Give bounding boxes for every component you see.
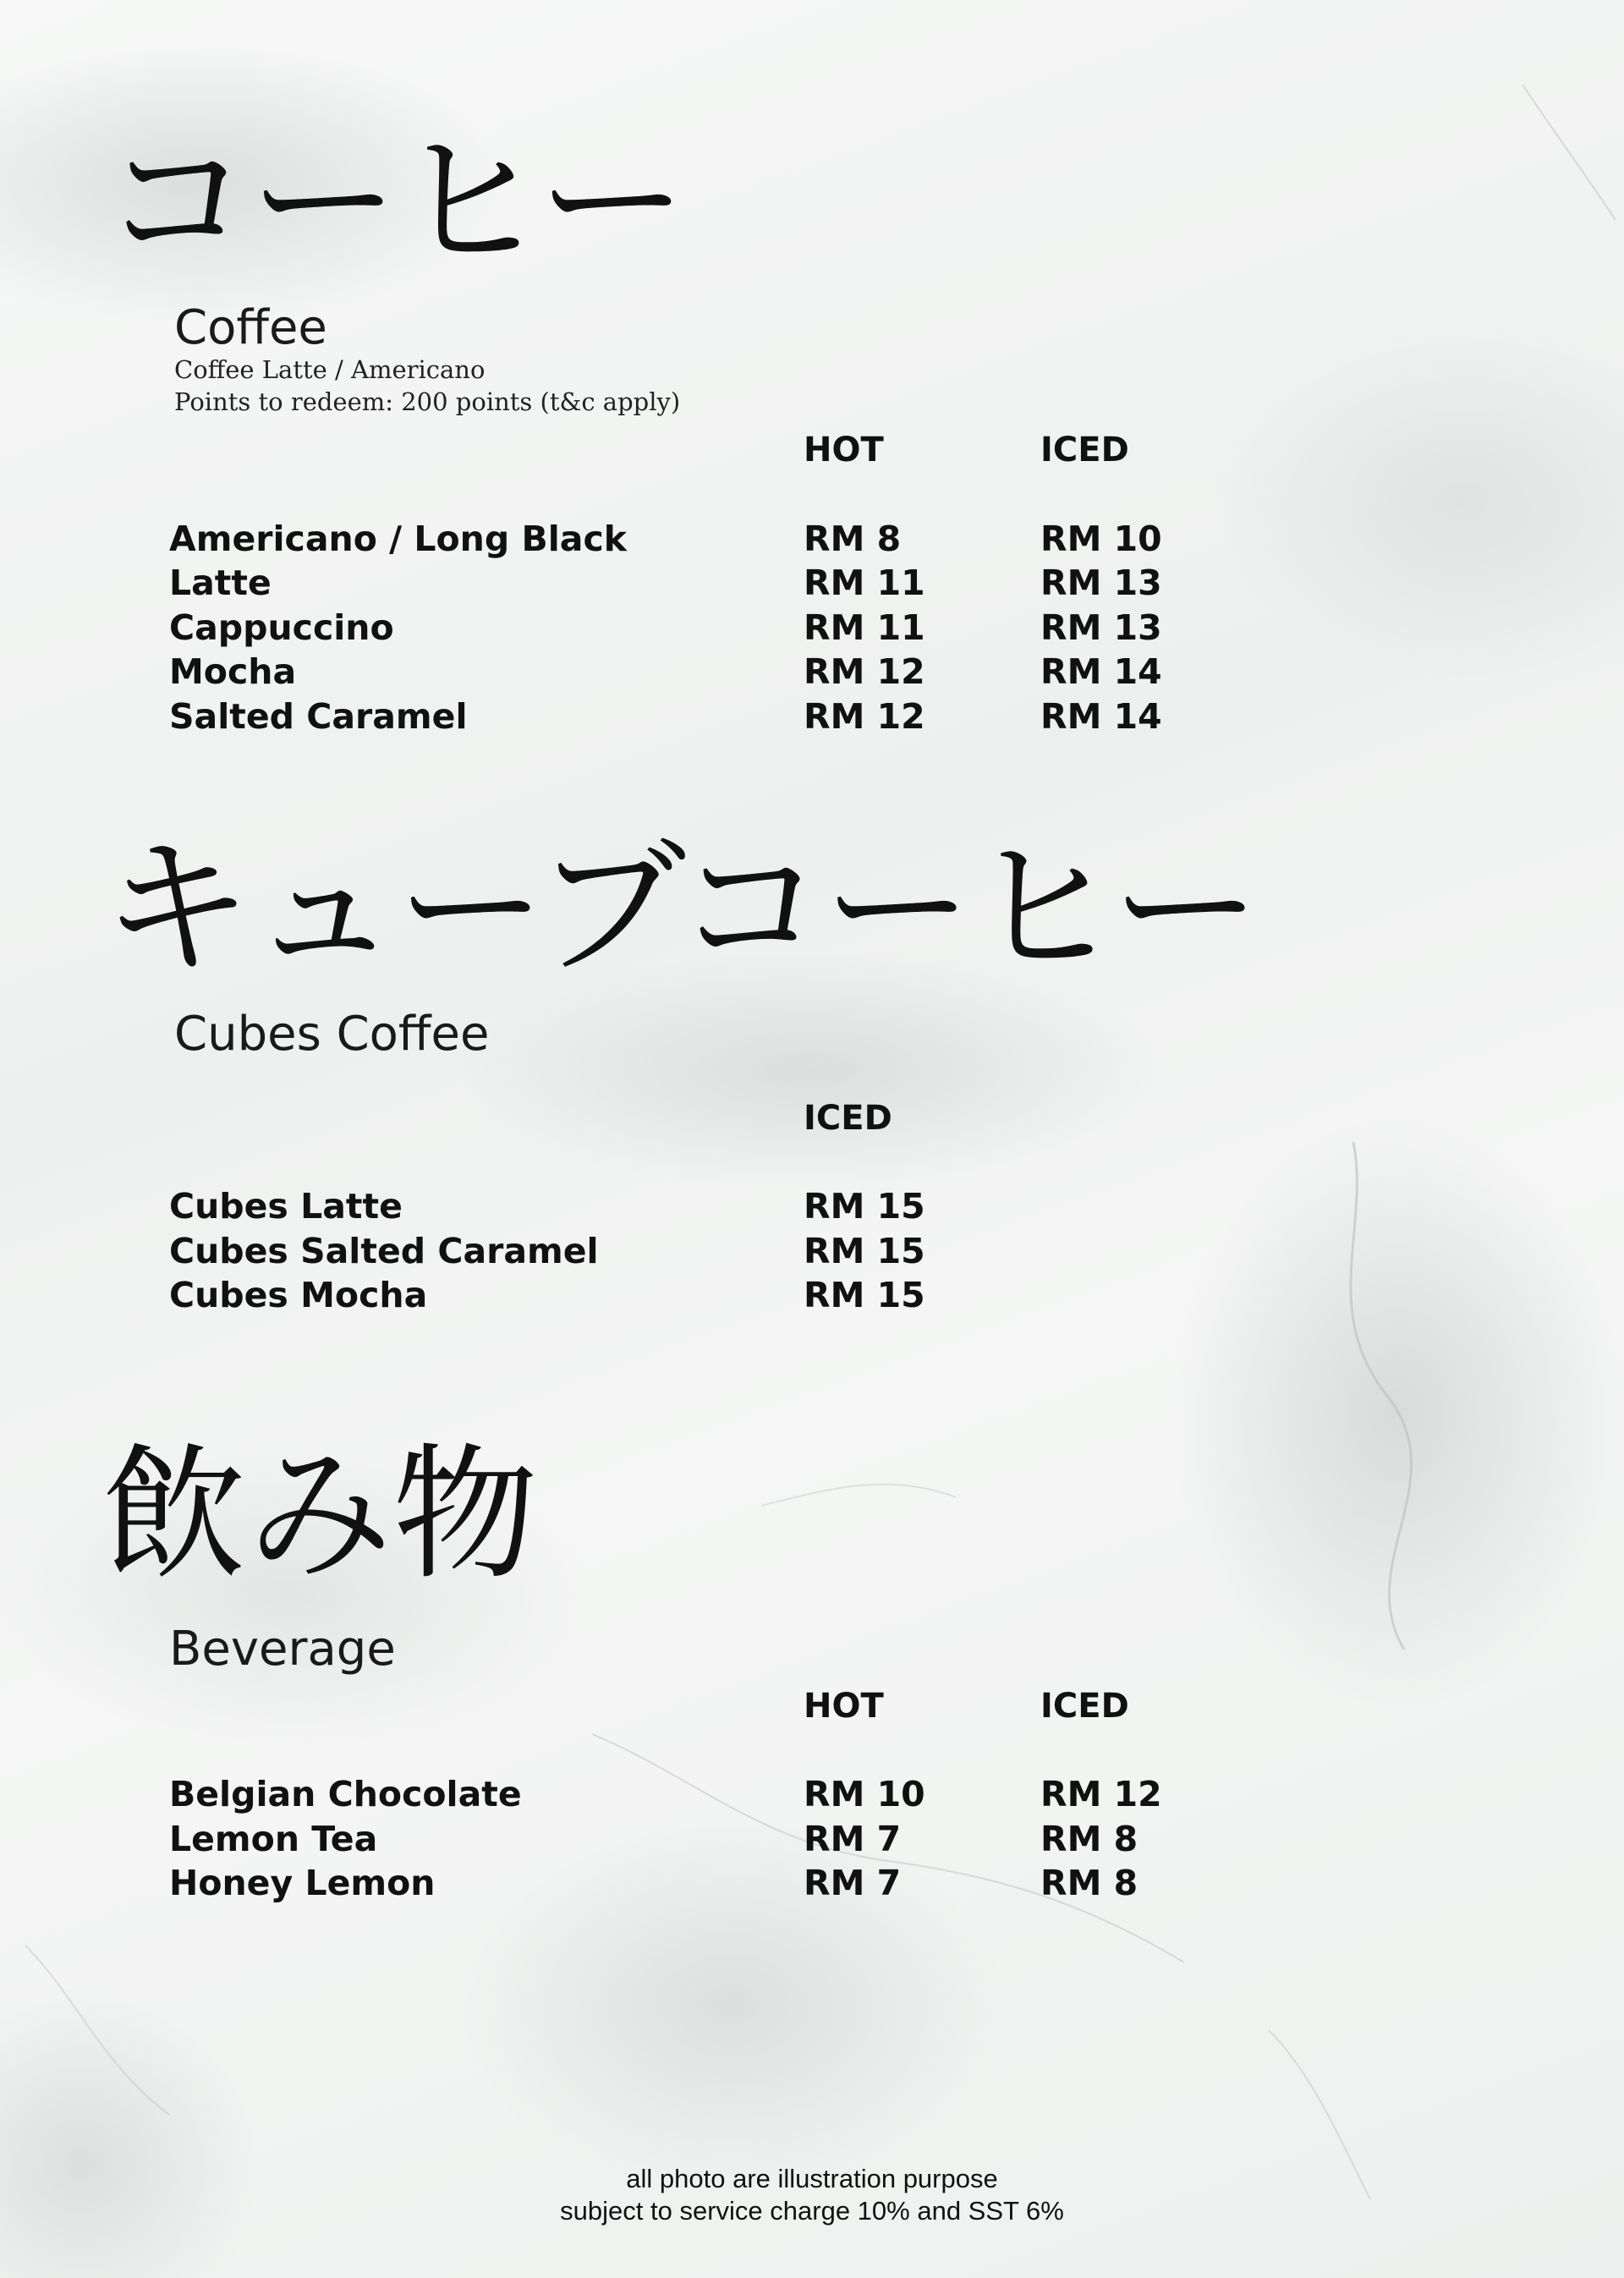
- menu-row: [0, 1774, 1624, 1821]
- item-price-iced: RM 15: [804, 1186, 925, 1227]
- footer-line-1: all photo are illustration purpose: [626, 2164, 998, 2193]
- item-price-iced: RM 15: [804, 1231, 925, 1271]
- item-name: Mocha: [169, 651, 297, 692]
- item-price-iced: RM 10: [1040, 519, 1162, 559]
- footer-line-2: subject to service charge 10% and SST 6%: [560, 2196, 1064, 2226]
- item-name: Americano / Long Black: [169, 519, 628, 559]
- item-price-hot: RM 12: [804, 696, 925, 737]
- section-title-jp: コーヒー: [102, 114, 684, 289]
- menu-row: [0, 1863, 1624, 1910]
- section-title-en: Coffee: [174, 300, 327, 355]
- item-name: Honey Lemon: [169, 1863, 436, 1903]
- item-name: Latte: [169, 563, 272, 603]
- column-header-hot: HOT: [804, 1687, 884, 1726]
- item-price-hot: RM 11: [804, 607, 925, 648]
- item-price-hot: RM 7: [804, 1863, 902, 1903]
- item-price-hot: RM 12: [804, 651, 925, 692]
- section-title-en: Cubes Coffee: [174, 1007, 490, 1062]
- item-price-iced: RM 14: [1040, 651, 1162, 692]
- item-name: Salted Caramel: [169, 696, 468, 737]
- item-name: Cubes Salted Caramel: [169, 1231, 599, 1271]
- section-note: Points to redeem: 200 points (t&c apply): [174, 387, 681, 416]
- item-price-hot: RM 7: [804, 1819, 902, 1859]
- menu-row: [0, 1819, 1624, 1866]
- item-price-hot: RM 10: [804, 1774, 925, 1814]
- item-name: Cubes Latte: [169, 1186, 403, 1227]
- section-title-jp: キューブコーヒー: [102, 821, 1259, 996]
- item-price-iced: RM 13: [1040, 607, 1162, 648]
- item-price-iced: RM 8: [1040, 1819, 1138, 1859]
- item-name: Cappuccino: [169, 607, 394, 648]
- item-price-iced: RM 12: [1040, 1774, 1162, 1814]
- column-header-hot: HOT: [804, 431, 884, 469]
- section-note: Coffee Latte / Americano: [174, 355, 486, 384]
- item-price-hot: RM 8: [804, 519, 902, 559]
- column-header-iced: ICED: [804, 1099, 892, 1138]
- item-price-hot: RM 11: [804, 563, 925, 603]
- item-name: Lemon Tea: [169, 1819, 378, 1859]
- item-price-iced: RM 8: [1040, 1863, 1138, 1903]
- item-name: Belgian Chocolate: [169, 1774, 522, 1814]
- item-price-iced: RM 13: [1040, 563, 1162, 603]
- item-name: Cubes Mocha: [169, 1275, 428, 1315]
- section-title-en: Beverage: [169, 1622, 396, 1677]
- column-header-iced: ICED: [1040, 1687, 1129, 1726]
- item-price-iced: RM 14: [1040, 696, 1162, 737]
- column-header-iced: ICED: [1040, 431, 1129, 469]
- section-title-jp: 飲み物: [102, 1430, 538, 1600]
- item-price-iced: RM 15: [804, 1275, 925, 1315]
